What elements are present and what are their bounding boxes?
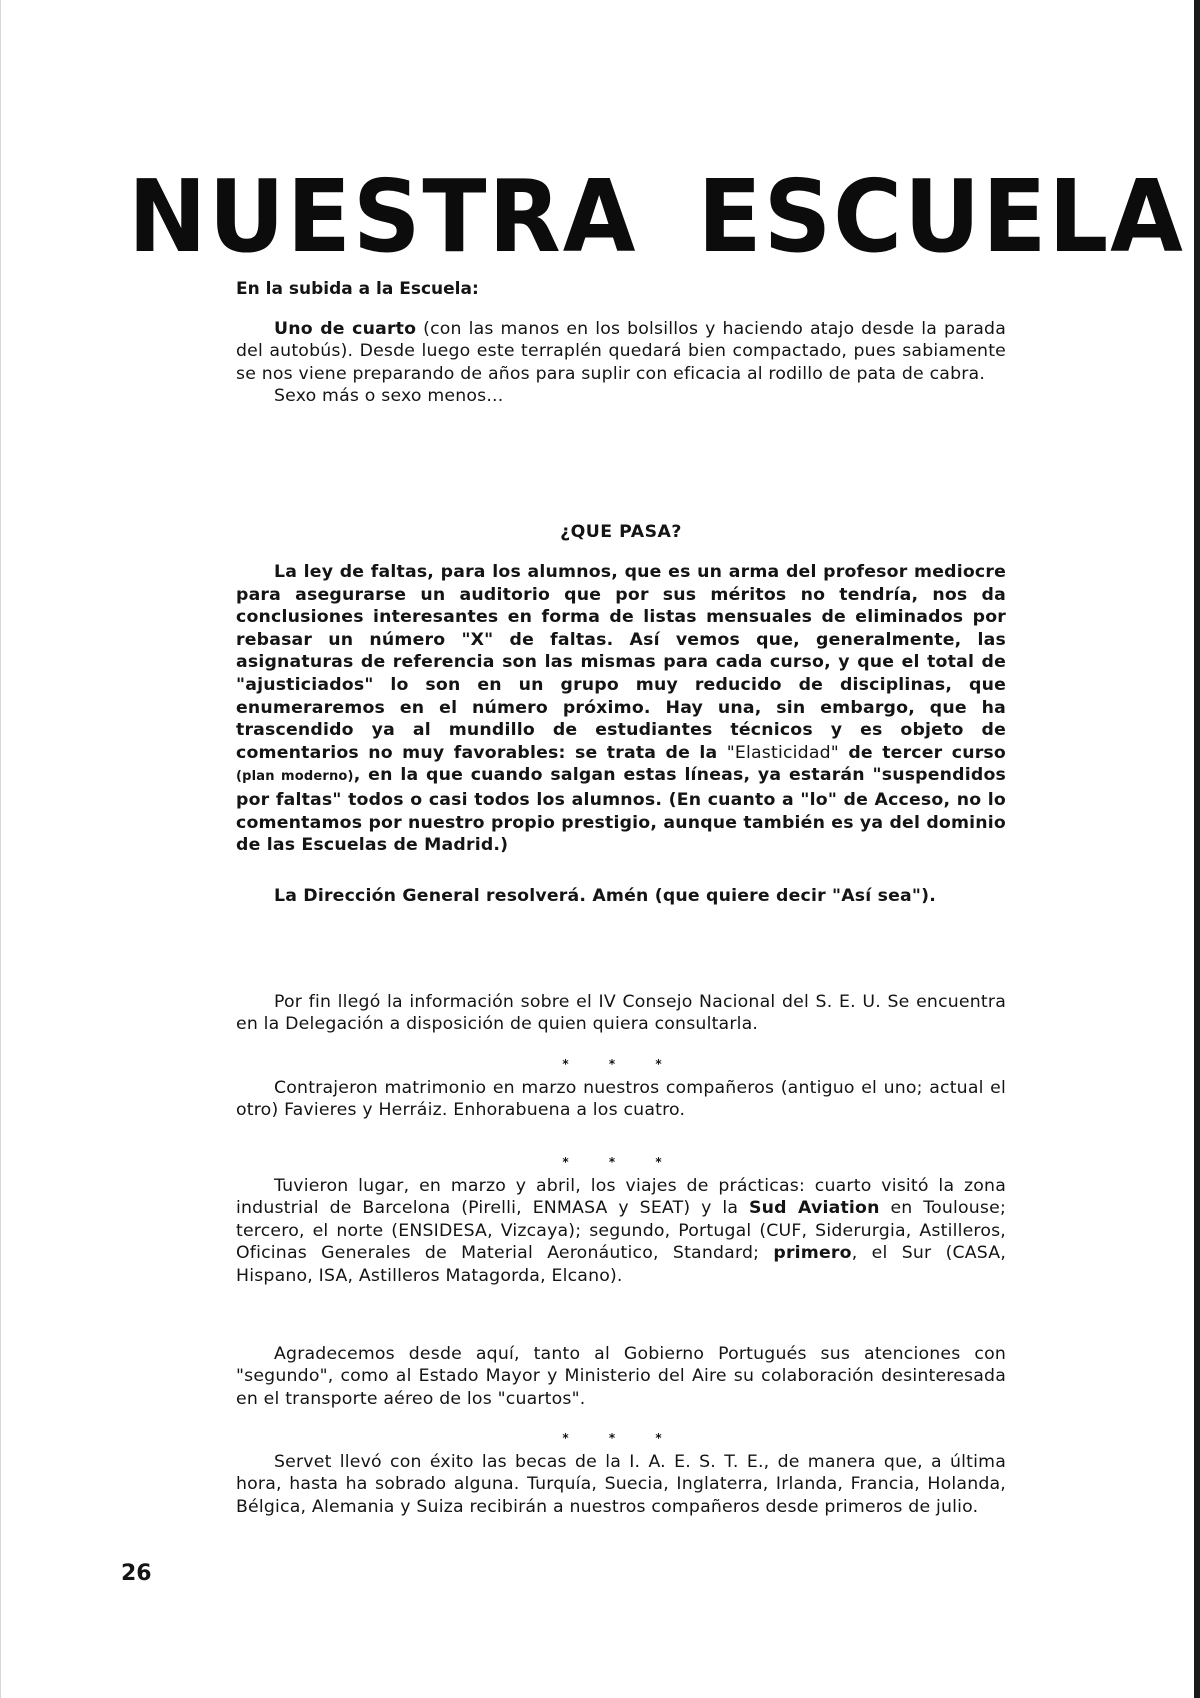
paragraph-text-part: en Toulouse; tercero, el norte (ENSIDESA, Vizcaya); segundo, Portugal (CUF, Siderurgia, Astilleros, Oficinas Generales de Material Aeronáutico, Standard; <box>236 1198 1006 1264</box>
news-item-consejo: Por fin llegó la información sobre el IV Consejo Nacional del S. E. U. Se encuentra en la Delegación a disposición de quien quiera consultarla. <box>236 992 1006 1035</box>
separator-stars: * * * <box>562 1057 680 1071</box>
section-que-pasa-body <box>236 561 1006 857</box>
news-block-2 <box>236 1077 1006 1122</box>
page-number: 26 <box>121 1561 152 1586</box>
paragraph-uno-de-cuarto <box>236 318 1006 385</box>
news-item-agradecemos: Agradecemos desde aquí, tanto al Gobierno Portugués sus atenciones con "segundo", como al Estado Mayor y Ministerio del Aire su colaboración desinteresada en el transporte aéreo de los "cuartos". <box>236 1344 1006 1409</box>
separator-stars: * * * <box>562 1431 680 1445</box>
news-block-1 <box>236 991 1006 1036</box>
news-item-servet: Servet llevó con éxito las becas de la I. A. E. S. T. E., de manera que, a última hora, hasta ha sobrado alguna. Turquía, Suecia, Inglaterra, Irlanda, Francia, Holanda, Bélgica, Alemania y Suiza recibirán a nuestros compañeros desde primeros de julio. <box>236 1452 1006 1517</box>
separator-stars: * * * <box>562 1155 680 1169</box>
news-item-viajes <box>236 1175 1006 1287</box>
lead-uno-de-cuarto: Uno de cuarto <box>274 319 417 339</box>
paragraph-sexo: Sexo más o sexo menos... <box>274 386 504 407</box>
section-subida-body <box>236 318 1006 408</box>
masthead-title <box>128 158 1185 275</box>
paragraph-text-part: La ley de faltas, para los alumnos, que es un arma del profesor mediocre para asegurarse un auditorio que por sus méritos no tendría, nos da conclusiones interesantes en forma de listas mensuales de eliminados por rebasar un número "X" de faltas. Así vemos que, generalmente, las asignaturas de referencia son las mismas para cada curso, y que el total de "ajusticiados" lo son en un grupo muy reducido de disciplinas, que enumeraremos en el número próximo. Hay una, sin embargo, que ha trascendido ya al mundillo de estudiantes técnicos y es objeto de comentarios no muy favorables: se trata de la <box>236 562 1006 763</box>
news-block-5 <box>236 1451 1006 1518</box>
paragraph-text: (con las manos en los bolsillos y haciendo atajo desde la parada del autobús). Desde luego este terraplén quedará bien compactado, pues sabiamente se nos viene preparando de años para suplir con eficacia al rodillo de pata de cabra. <box>236 319 1007 384</box>
news-item-matrimonio: Contrajeron matrimonio en marzo nuestros compañeros (antiguo el uno; actual el otro) Favieres y Herráiz. Enhorabuena a los cuatro. <box>236 1078 1006 1121</box>
plan-moderno-note: (plan moderno) <box>236 769 354 785</box>
bold-sud-aviation: Sud Aviation <box>749 1198 880 1219</box>
paragraph-text-part: Tuvieron lugar, en marzo y abril, los viajes de prácticas: cuarto visitó la zona industrial de Barcelona (Pirelli, ENMASA y SEAT) y la <box>236 1176 1006 1219</box>
paragraph-ley-de-faltas <box>236 561 1006 857</box>
page-left-edge <box>0 0 1 1698</box>
page-right-edge-shadow <box>1194 0 1200 1698</box>
paragraph-text-part: , el Sur (CASA, Hispano, ISA, Astilleros Matagorda, Elcano). <box>236 1243 1007 1286</box>
masthead-word-1: NUESTRA <box>128 158 638 275</box>
paragraph-text-part: de tercer curso <box>838 742 1006 763</box>
elasticidad-term: "Elasticidad" <box>726 742 839 763</box>
section-heading-subida: En la subida a la Escuela: <box>236 279 479 299</box>
news-block-3 <box>236 1175 1006 1287</box>
closing-line <box>236 885 1006 907</box>
paragraph-text-part: , en la que cuando salgan estas líneas, ya estarán "suspendidos por faltas" todos o casi todos los alumnos. (En cuanto a "lo" de Acceso, no lo comentamos por nuestro propio prestigio, aunque también es ya del dominio de las Escuelas de Madrid.) <box>236 765 1006 856</box>
paragraph-direccion-general: La Dirección General resolverá. Amén (que quiere decir "Así sea"). <box>274 886 936 906</box>
bold-primero: primero <box>773 1243 852 1264</box>
section-title-que-pasa: ¿QUE PASA? <box>560 522 682 542</box>
news-block-4 <box>236 1343 1006 1410</box>
masthead-word-2: ESCUELA <box>697 158 1185 275</box>
